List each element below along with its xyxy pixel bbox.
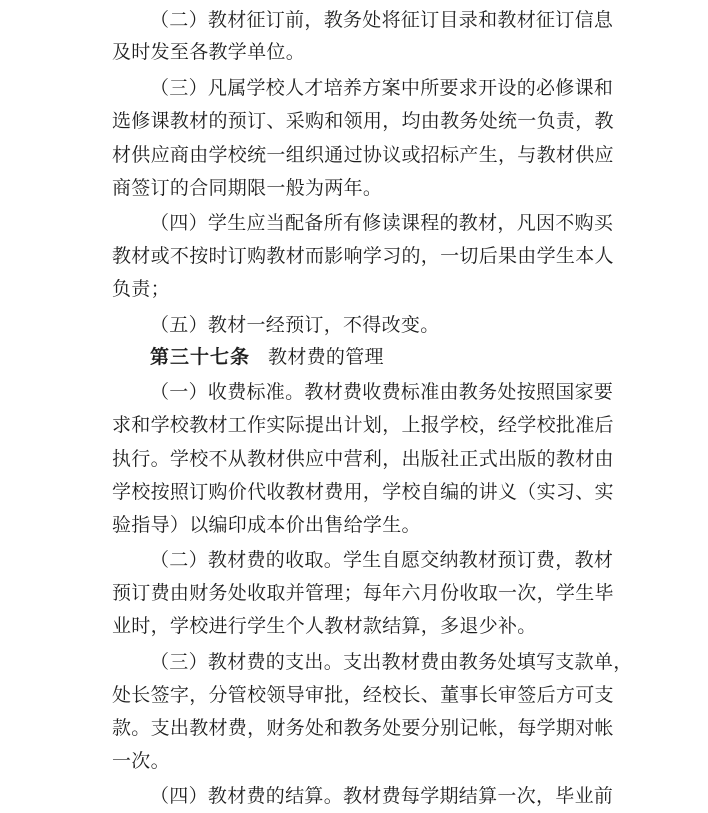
paragraph-line: 及时发至各教学单位。: [112, 41, 306, 63]
paragraph-line: （四）教材费的结算。教材费每学期结算一次，毕业前: [150, 785, 614, 807]
paragraph-line: （一）收费标准。教材费收费标准由教务处按照国家要: [150, 381, 614, 403]
paragraph-line: 业时，学校进行学生个人教材款结算，多退少补。: [112, 615, 537, 637]
paragraph-line: 学校按照订购价代收教材费用，学校自编的讲义（实习、实: [112, 481, 614, 503]
paragraph-line: 材供应商由学校统一组织通过协议或招标产生，与教材供应: [112, 144, 614, 166]
paragraph-line: （三）教材费的支出。支出教材费由教务处填写支款单，: [150, 651, 633, 673]
paragraph-line: 负责；: [112, 278, 170, 300]
paragraph-line: （四）学生应当配备所有修读课程的教材，凡因不购买: [150, 212, 614, 234]
paragraph-line: （二）教材费的收取。学生自愿交纳教材预订费，教材: [150, 549, 614, 571]
paragraph-line: （五）教材一经预订，不得改变。: [150, 314, 440, 336]
paragraph-line: 执行。学校不从教材供应中营利，出版社正式出版的教材由: [112, 448, 614, 470]
paragraph-line: 选修课教材的预订、采购和领用，均由教务处统一负责，教: [112, 110, 614, 132]
article-number: 第三十七条: [150, 346, 251, 368]
article-heading: [150, 342, 708, 372]
paragraph-line: （三）凡属学校人才培养方案中所要求开设的必修课和: [150, 77, 614, 99]
paragraph-line: 预订费由财务处收取并管理；每年六月份收取一次，学生毕: [112, 582, 614, 604]
paragraph-line: 处长签字，分管校领导审批，经校长、董事长审签后方可支: [112, 684, 614, 706]
paragraph-line: 商签订的合同期限一般为两年。: [112, 177, 383, 199]
paragraph-line: 教材或不按时订购教材而影响学习的，一切后果由学生本人: [112, 245, 614, 267]
paragraph-line: 验指导）以编印成本价出售给学生。: [112, 514, 421, 536]
paragraph-line: 一次。: [112, 750, 170, 772]
article-title: 教材费的管理: [268, 346, 384, 368]
paragraph-line: （二）教材征订前，教务处将征订目录和教材征订信息: [150, 9, 614, 31]
paragraph-line: 求和学校教材工作实际提出计划，上报学校，经学校批准后: [112, 414, 614, 436]
paragraph-line: 款。支出教材费，财务处和教务处要分别记帐，每学期对帐: [112, 717, 614, 739]
